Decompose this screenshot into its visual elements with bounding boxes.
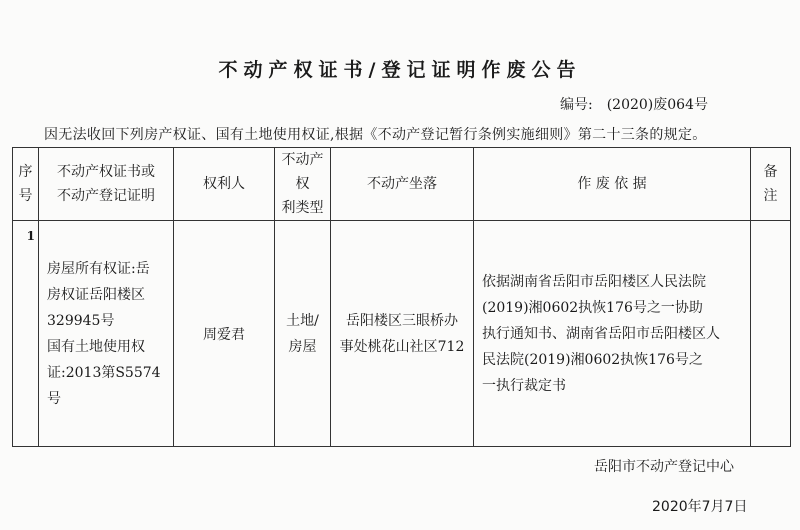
- header-seq: 序 号: [13, 148, 39, 221]
- issuing-organization: 岳阳市不动产登记中心: [594, 459, 734, 475]
- header-void-basis: 作 废 依 据: [474, 148, 751, 221]
- cell-right-type: 土地/ 房屋: [275, 221, 331, 447]
- header-location: 不动产坐落: [331, 148, 474, 221]
- header-holder: 权利人: [174, 148, 275, 221]
- table-header-row: [13, 148, 791, 221]
- void-certificate-table: [12, 147, 791, 447]
- document-number: [560, 94, 722, 114]
- header-certificate: 不动产权证书或 不动产登记证明: [39, 148, 174, 221]
- intro-paragraph: 因无法收回下列房产权证、国有土地使用权证,根据《不动产登记暂行条例实施细则》第二十三条的规定。: [44, 127, 707, 143]
- table-row: [13, 221, 791, 447]
- cell-note: [751, 221, 791, 447]
- issue-date: 2020年7月7日: [652, 499, 748, 515]
- cell-location: 岳阳楼区三眼桥办 事处桃花山社区712: [331, 221, 474, 447]
- cell-void-basis: 依据湖南省岳阳市岳阳楼区人民法院 (2019)湘0602执恢176号之一协助 执行通知书、湖南省岳阳市岳阳楼区人 民法院(2019)湘0602执恢176号之 一执行裁定书: [474, 221, 751, 447]
- cell-seq: 1: [13, 221, 39, 447]
- page-title: 不动产权证书/登记证明作废公告: [218, 59, 582, 81]
- cell-certificate: 房屋所有权证:岳 房权证岳阳楼区 329945号 国有土地使用权 证:2013第S5574 号: [39, 221, 174, 447]
- header-right-type: 不动产权 利类型: [275, 148, 331, 221]
- cell-holder: 周爱君: [174, 221, 275, 447]
- document-number-value: (2020)废064号: [606, 97, 708, 113]
- document-number-label: 编号:: [560, 97, 593, 113]
- header-note: 备 注: [751, 148, 791, 221]
